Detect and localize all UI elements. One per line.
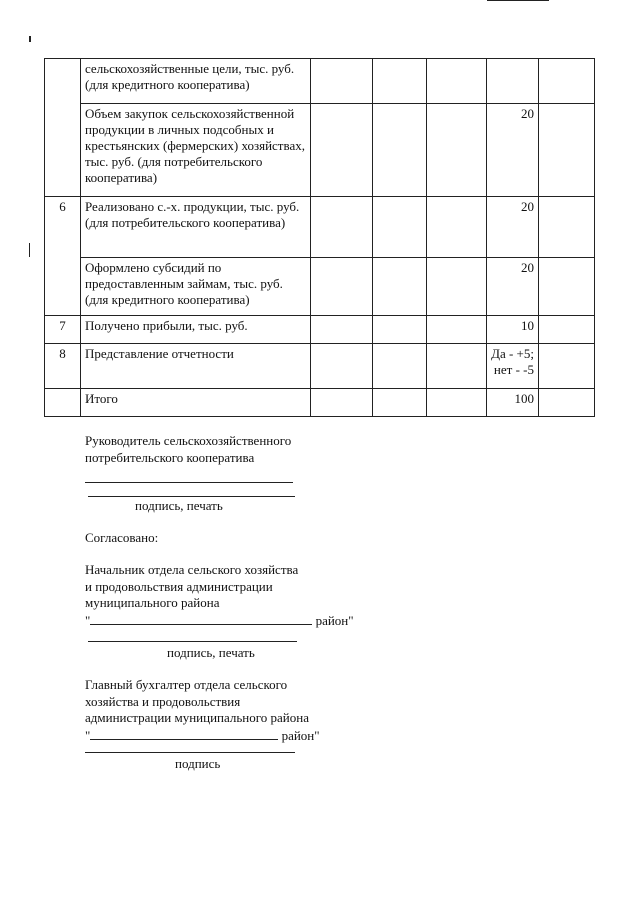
accountant-signature-block [85, 677, 320, 744]
row-number [45, 59, 81, 197]
chief-signature-caption: подпись, печать [167, 645, 255, 660]
head-title-line-2: потребительского кооператива [85, 449, 255, 465]
row-text: Объем закупок сельскохозяйственной продукции в личных подсобных и крестьянских (фермерских) хозяйствах, тыс. руб. (для потребительского кооператива) [81, 104, 311, 197]
chief-district-line [85, 612, 354, 630]
acc-title-line-1: Главный бухгалтер отдела сельского [85, 677, 288, 692]
table-row [45, 258, 595, 316]
chief-title-line-2: и продовольствия администрации [85, 578, 273, 594]
table-row [45, 197, 595, 258]
district-label: район" [281, 727, 320, 743]
agreed-label [85, 530, 158, 547]
row-text: Представление отчетности [81, 344, 311, 389]
row-score: 20 [487, 258, 539, 316]
row-number: 7 [45, 316, 81, 344]
open-quote: " [85, 727, 91, 743]
row-number: 6 [45, 197, 81, 316]
acc-title-line-2: хозяйства и продовольствия [85, 693, 241, 709]
head-signature-block [85, 433, 291, 466]
row-score: 20 [487, 104, 539, 197]
table-row [45, 104, 595, 197]
row-text: Оформлено субсидий по предоставленным займам, тыс. руб. (для кредитного кооператива) [81, 258, 311, 316]
row-score [487, 59, 539, 104]
row-number [45, 389, 81, 417]
head-signature-caption: подпись, печать [135, 498, 223, 513]
chief-title-line-1: Начальник отдела сельского хозяйства [85, 562, 299, 577]
acc-title-line-3: администрации муниципального района [85, 710, 309, 725]
signature-line [88, 496, 295, 497]
row-score: 20 [487, 197, 539, 258]
scan-mark [29, 36, 31, 42]
row-score: 10 [487, 316, 539, 344]
row-number: 8 [45, 344, 81, 389]
open-quote: " [85, 612, 91, 628]
district-blank [90, 727, 278, 740]
row-text: Итого [81, 389, 311, 417]
scan-mark [487, 0, 549, 1]
row-text: Получено прибыли, тыс. руб. [81, 316, 311, 344]
row-text: Реализовано с.-х. продукции, тыс. руб. (для потребительского кооператива) [81, 197, 311, 258]
chief-title-line-3: муниципального района [85, 595, 220, 610]
table-row [45, 344, 595, 389]
indicator-table [44, 58, 595, 417]
signature-line [88, 641, 297, 642]
row-score: Да - +5; нет - -5 [487, 344, 539, 389]
signature-line [85, 752, 295, 753]
table-row [45, 389, 595, 417]
row-score: 100 [487, 389, 539, 417]
acc-district-line [85, 727, 320, 745]
chief-signature-block [85, 562, 354, 629]
scan-mark [29, 243, 30, 257]
head-title-line-1: Руководитель сельскохозяйственного [85, 433, 292, 448]
district-blank [90, 612, 312, 625]
agreed-text: Согласовано: [85, 530, 159, 545]
table-row [45, 59, 595, 104]
accountant-signature-caption: подпись [175, 756, 221, 771]
row-text: сельскохозяйственные цели, тыс. руб. (для кредитного кооператива) [81, 59, 311, 104]
table-row [45, 316, 595, 344]
district-label: район" [315, 612, 354, 628]
signature-line [85, 482, 293, 483]
